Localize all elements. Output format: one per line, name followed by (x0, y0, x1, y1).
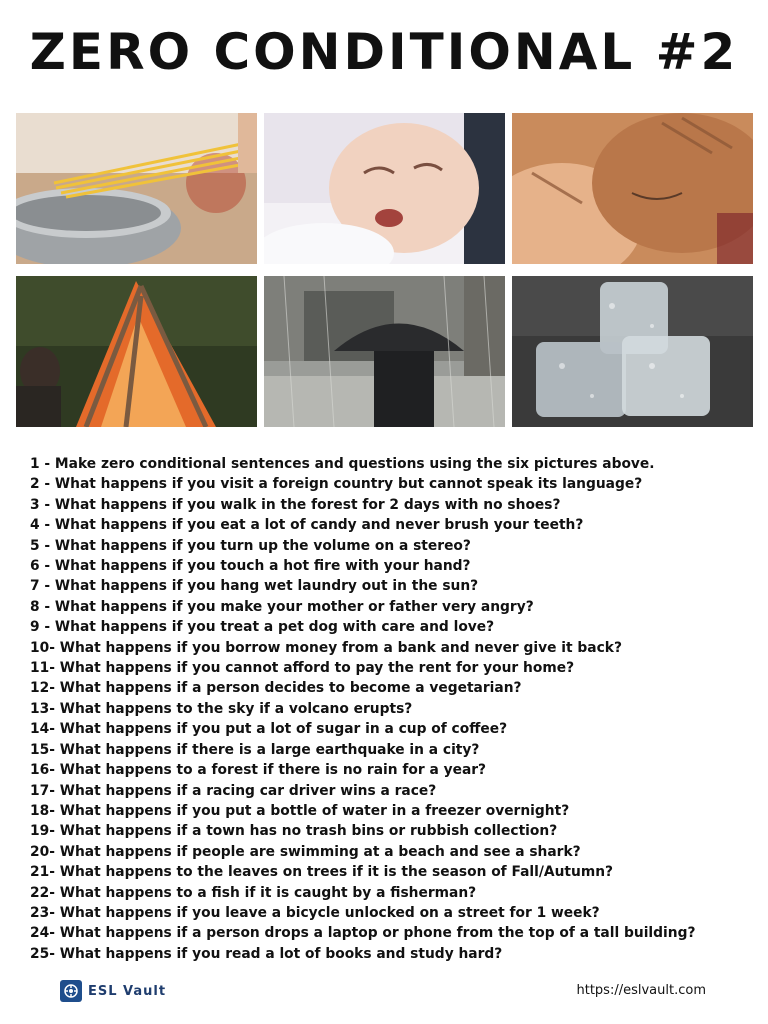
question-item: 16- What happens to a forest if there is no rain for a year? (30, 762, 487, 779)
question-item: 14- What happens if you put a lot of sugar in a cup of coffee? (30, 721, 508, 738)
photo-sleeping-cat (512, 113, 753, 264)
page-title: ZERO CONDITIONAL #2 (29, 23, 739, 81)
question-item: 22- What happens to a fish if it is caught by a fisherman? (30, 884, 477, 901)
question-item: 8 - What happens if you make your mother or father very angry? (30, 598, 534, 615)
question-item: 19- What happens if a town has no trash bins or rubbish collection? (30, 823, 558, 840)
question-item: 3 - What happens if you walk in the forest for 2 days with no shoes? (30, 496, 561, 513)
photo-ice-cubes (512, 276, 753, 427)
question-item: 5 - What happens if you turn up the volume on a stereo? (30, 537, 471, 554)
question-item: 23- What happens if you leave a bicycle unlocked on a street for 1 week? (30, 904, 600, 921)
question-item: 1 - Make zero conditional sentences and questions using the six pictures above. (30, 456, 655, 472)
question-item: 4 - What happens if you eat a lot of candy and never brush your teeth? (30, 517, 584, 534)
question-item: 11- What happens if you cannot afford to pay the rent for your home? (30, 660, 575, 677)
photo-umbrella-rain (264, 276, 505, 427)
question-item: 20- What happens if people are swimming at a beach and see a shark? (30, 843, 581, 860)
question-item: 2 - What happens if you visit a foreign country but cannot speak its language? (30, 476, 643, 493)
question-item: 25- What happens if you read a lot of books and study hard? (30, 945, 503, 962)
vault-icon (60, 980, 82, 1002)
question-item: 18- What happens if you put a bottle of water in a freezer overnight? (30, 802, 570, 819)
question-item: 24- What happens if a person drops a laptop or phone from the top of a tall building? (30, 925, 696, 942)
question-item: 7 - What happens if you hang wet laundry out in the sun? (30, 578, 479, 595)
question-item: 9 - What happens if you treat a pet dog with care and love? (30, 619, 495, 636)
photo-crying-baby (264, 113, 505, 264)
question-item: 13- What happens to the sky if a volcano erupts? (30, 700, 413, 717)
esl-vault-logo[interactable] (60, 978, 166, 1004)
question-item: 17- What happens if a racing car driver wins a race? (30, 782, 437, 799)
logo-text: ESL Vault (88, 983, 167, 999)
question-item: 10- What happens if you borrow money from a bank and never give it back? (30, 639, 622, 656)
question-item: 12- What happens if a person decides to become a vegetarian? (30, 680, 522, 697)
question-list (30, 454, 750, 964)
question-item: 15- What happens if there is a large earthquake in a city? (30, 741, 480, 758)
question-item: 21- What happens to the leaves on trees if it is the season of Fall/Autumn? (30, 864, 614, 881)
photo-pasta (16, 113, 257, 264)
website-link[interactable]: https://eslvault.com (576, 983, 706, 998)
question-item: 6 - What happens if you touch a hot fire with your hand? (30, 558, 471, 575)
photo-bonfire (16, 276, 257, 427)
